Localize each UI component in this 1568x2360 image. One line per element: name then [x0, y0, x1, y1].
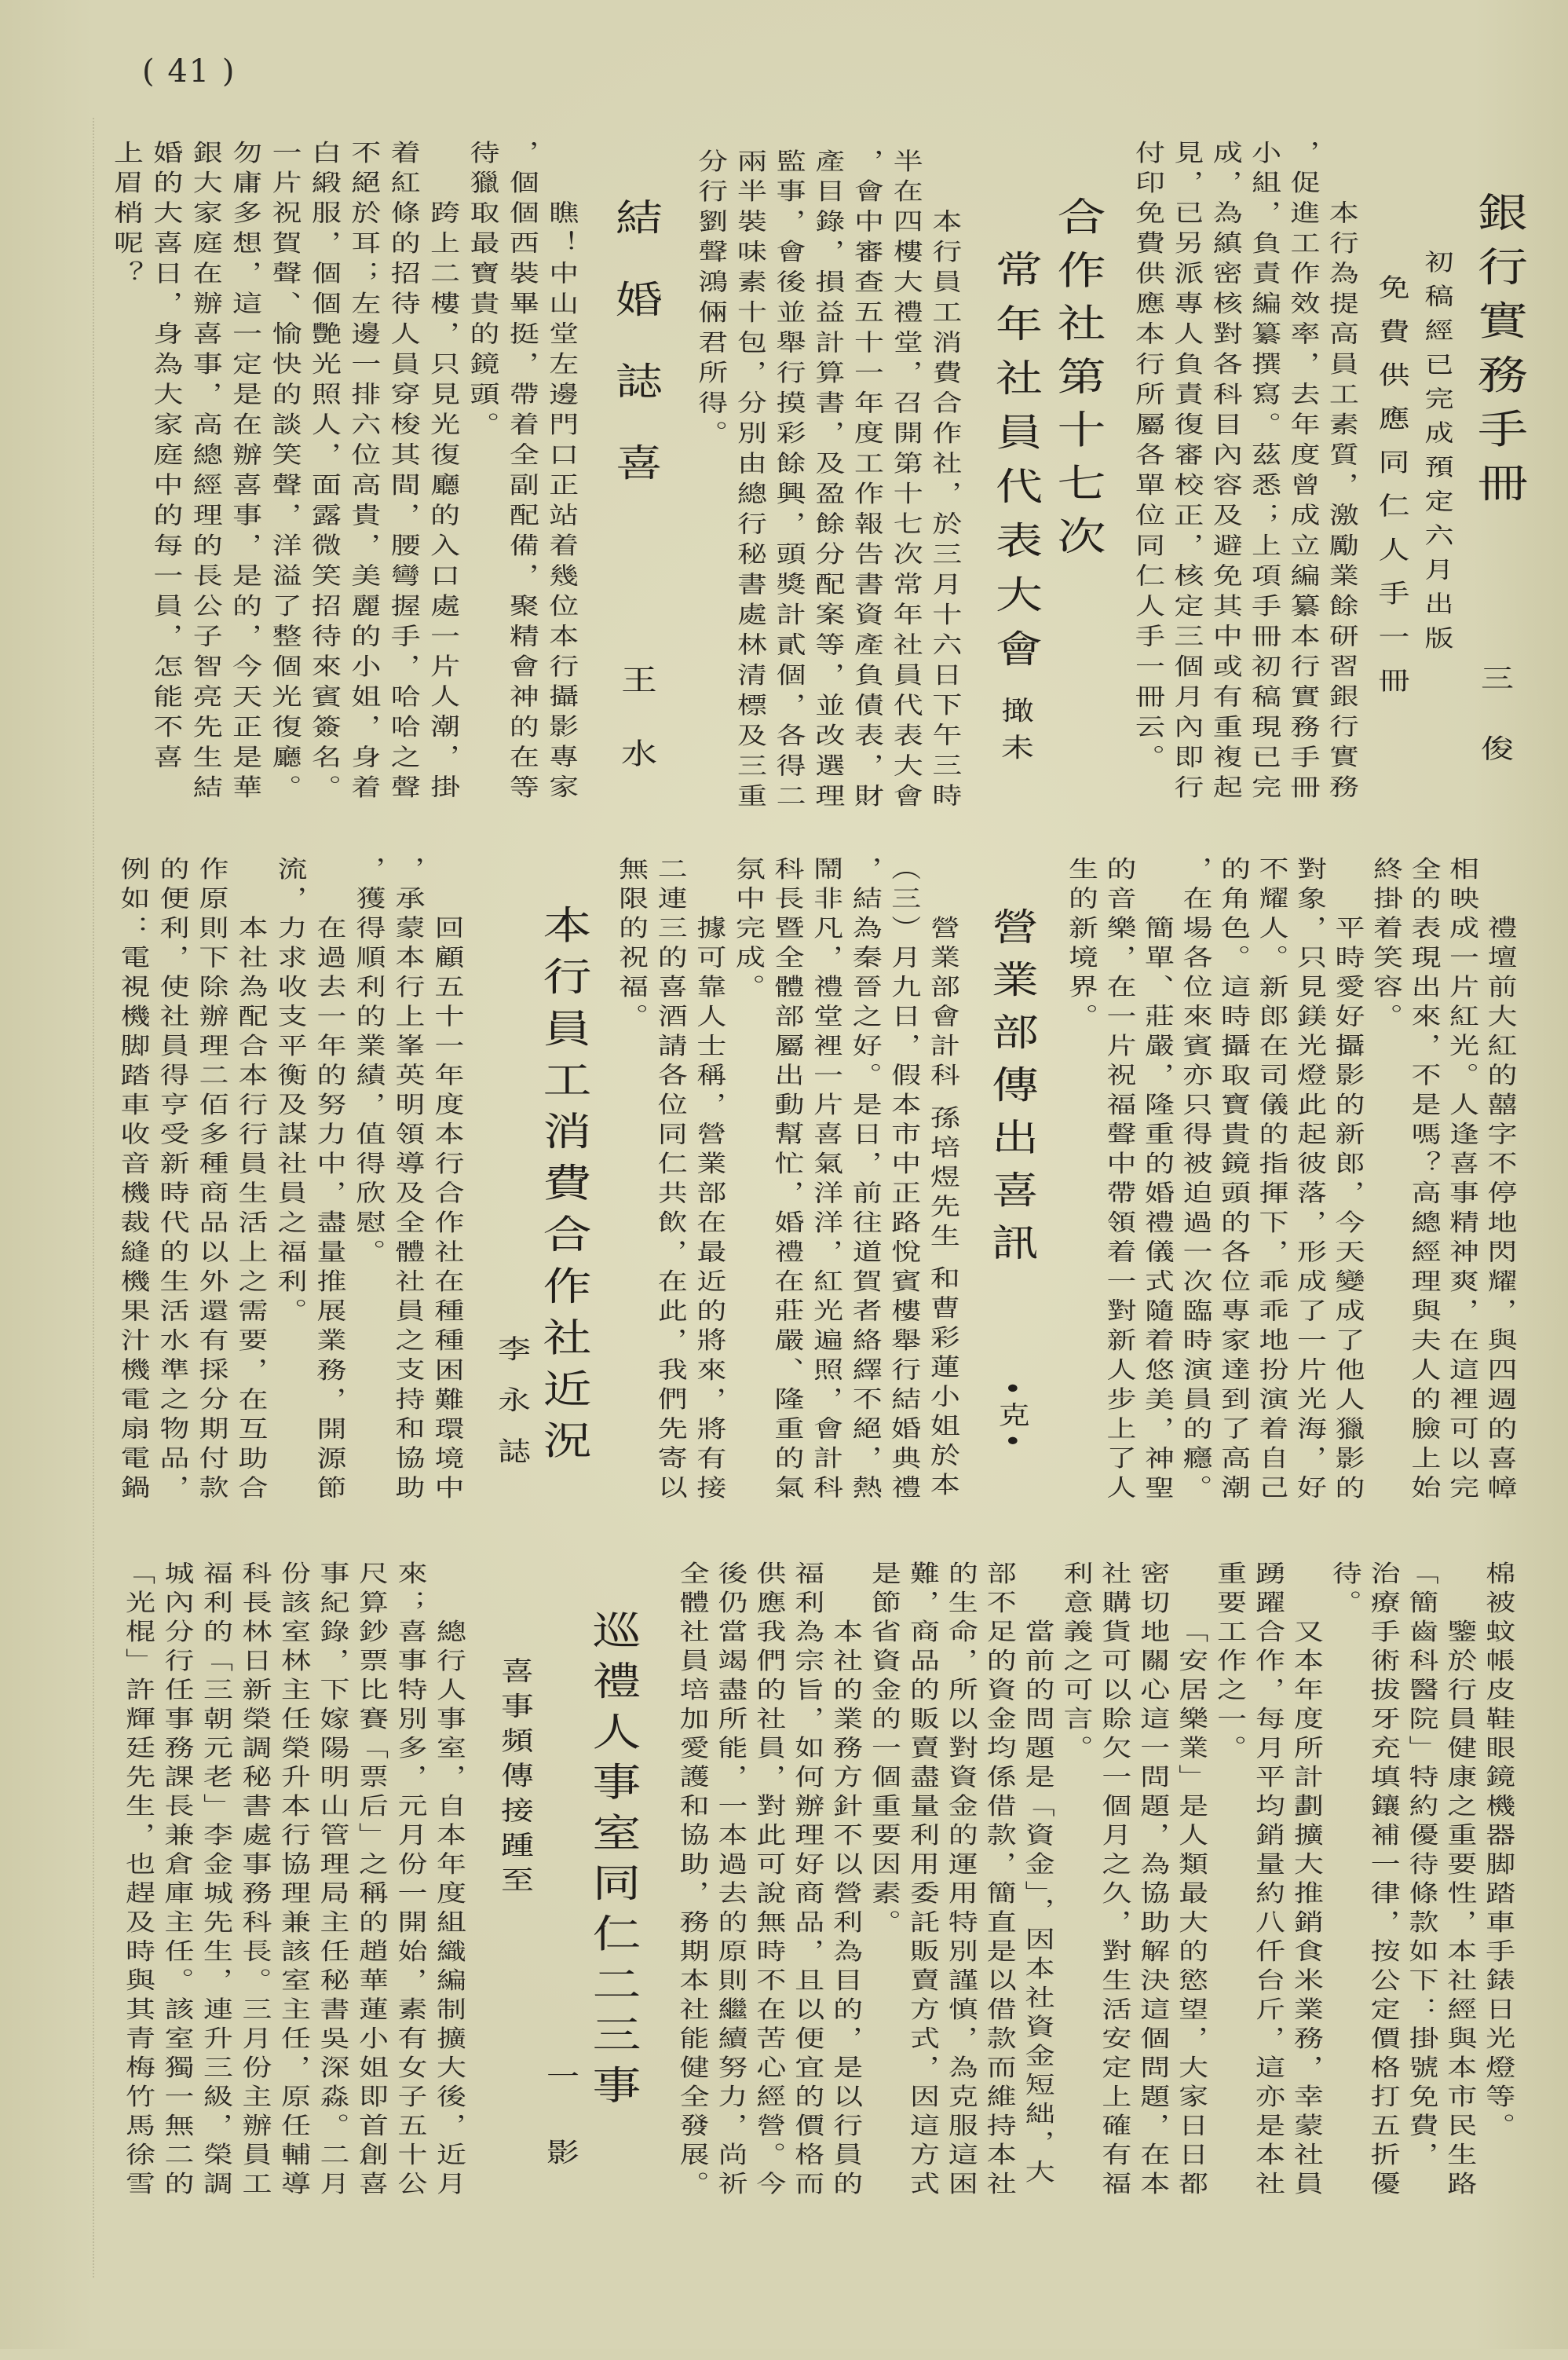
article-body — [672, 1561, 1517, 2360]
text-column: 又本年度所計劃擴大推銷食米業務，幸蒙社員 — [1288, 1619, 1324, 2200]
text-column: 相映成一片紅光。人逢喜事精神爽，在這裡可以完 — [1444, 856, 1479, 1505]
text-column: 鬧非凡，禮堂裡一片喜氣洋洋，紅光遍照，會計科 — [808, 856, 843, 1505]
margin-dotted-rule — [93, 118, 94, 2278]
text-column: 的音樂，在一片祝福聲中帶領着一對新人步上了人 — [1102, 856, 1136, 1505]
text-column: 當前的問題是「資金」，因本社資金短絀，大 — [1020, 1619, 1055, 2188]
text-column: 禮壇前大紅的囍字不停地閃耀，與四週的喜幛 — [1482, 915, 1517, 1505]
text-column: 部不足的資金均係借款，簡直是以借款而維持本社 — [981, 1561, 1017, 2200]
text-column: 二連三的喜酒請各位同仁共飲，在此，我們先寄以 — [652, 856, 688, 1505]
text-column: 本社為配合本行行員生活上之需要，在互助合 — [233, 915, 268, 1505]
text-column: 份該室林主任榮升本行協理兼該室主任，原任輔導 — [276, 1561, 311, 2200]
text-column: ，承蒙本行上峯英明領導及全體社員之支持和協助 — [390, 856, 425, 1505]
article-subtitle: 初稿經已完成預定六月出版 — [1420, 250, 1453, 660]
text-column: 總行人事室，自本年度組織編制擴大後，近月 — [431, 1619, 466, 2200]
text-column: 「簡齒科醫院」特約優待條款如下：掛號免費， — [1404, 1561, 1439, 2171]
article-author: 一影 — [542, 2062, 580, 2215]
text-column: 後仍當竭盡所能，一本過去的原則繼續努力，尚祈 — [712, 1561, 747, 2200]
article-body — [1062, 856, 1519, 1667]
text-column: 氛中完成。 — [730, 856, 766, 1004]
text-column: ，獲得順利的業績，值得欣慰。 — [351, 856, 386, 1269]
text-column: 例如：電視機脚踏車收音機裁縫機果汁機電扇電鍋 — [115, 856, 150, 1505]
text-column: 兩半裝味素十包，分別由總行秘書處林清標及三重 — [732, 148, 767, 814]
text-column: 瞧！中山堂左邊門口正站着幾位本行攝影專家 — [543, 199, 579, 805]
text-column: 平時愛好攝影的新郎，今天變成了他人獵影的 — [1330, 915, 1365, 1505]
article-body — [1128, 140, 1360, 971]
text-column: 本社的業務方針不以營利為目的，是以行員的 — [828, 1619, 863, 2200]
article-title: 營業部傳出喜訊 — [984, 907, 1039, 1275]
text-column: ，促進工作效率，去年度曾成立編纂本行實務手冊 — [1285, 140, 1320, 805]
article-author: 三俊 — [1476, 664, 1515, 806]
text-column: 事紀錄，下嫁陽明山管理局主任秘書吳深淼。二月 — [315, 1561, 349, 2200]
text-column: 科長暨全體部屬出動幫忙，婚禮在莊嚴、隆重的氣 — [769, 856, 805, 1505]
text-column: 產目錄，損益計算書，及盈餘分配案等，並改選理 — [810, 148, 845, 814]
text-column: 在過去一年的努力中，盡量推展業務，開源節 — [312, 915, 346, 1505]
text-column: 營業部會計科 孫培煜先生 和曹彩蓮小姐於本 — [925, 915, 960, 1502]
text-column: 「光棍」許輝廷先生，也趕及時與其青梅竹馬徐雪 — [120, 1561, 155, 2200]
text-column: ，個個西裝畢挺，帶着全副配備，聚精會神的在等 — [504, 140, 539, 805]
article-title: 常年社員代表大會 — [988, 250, 1043, 683]
text-column: 的便利，使社員得亨受新時代的生活水準之物品， — [155, 856, 189, 1505]
text-column: 科長林日新榮調秘書處事務科長。三月份主辦員工 — [237, 1561, 272, 2200]
text-column: 棉被蚊帳皮鞋眼鏡機器脚踏車手錶日光燈等。 — [1480, 1561, 1515, 2142]
article-author: 撖未 — [996, 697, 1035, 770]
text-column: 無限的祝福。 — [613, 856, 649, 1034]
text-column: 回顧五十一年度本行合作社在種種困難環境中 — [429, 915, 464, 1505]
text-column: 供應我們的社員，對此可說無時不在苦心經營。今 — [751, 1561, 786, 2200]
article-body — [611, 856, 961, 1667]
text-column: 尺算鈔票比賽「票后」之稱的趙華蓮小姐即首創喜 — [353, 1561, 389, 2200]
text-column: 福利的「三朝元老」李金城先生，連升三級，榮調 — [198, 1561, 233, 2200]
text-column: 對象，只見鎂光燈此起彼落，形成了一片光海，好 — [1292, 856, 1327, 1505]
text-column: 終掛着笑容。 — [1368, 856, 1403, 1034]
text-column: 福利為宗旨，如何辦理好商品，且以便宜的價格而 — [789, 1561, 824, 2200]
article-title: 巡禮人事室同仁二三事 — [584, 1610, 641, 2116]
text-column: 付印免費供應本行所屬各單位同仁人手一冊云。 — [1130, 140, 1165, 775]
text-column: 半在四樓大禮堂，召開第十七次常年社員代表大會 — [888, 148, 923, 814]
text-column: 社購貨可以賒欠一個月之久，對生活安定上確有福 — [1096, 1561, 1131, 2200]
article-body — [113, 856, 466, 1667]
text-column: 不絕於耳；左邊一排六位高貴，美麗的小姐，身着 — [345, 140, 381, 805]
text-column: （三）月九日，假本市中正路悅賓樓舉行結婚典禮 — [886, 856, 921, 1505]
text-column: 城內分行任事務課長兼倉庫主任。該室獨一無二的 — [159, 1561, 194, 2200]
text-column: ，結為秦晉之好。是日，前往道賀者絡繹不絕，熱 — [847, 856, 883, 1505]
text-column: 銀大家庭在辦喜事，高總經理的長公子智亮先生結 — [188, 140, 223, 805]
text-column: 來；喜事特別多，元月份一開始，素有女子五十公 — [393, 1561, 427, 2200]
article-body — [106, 140, 581, 971]
article-title: 合作社第十七次 — [1049, 196, 1106, 569]
text-column: 不耀人。新郎在司儀的指揮下，乖乖地扮演着自己 — [1254, 856, 1288, 1505]
text-column: 全體社員培加愛護和協助，務期本社能健全發展。 — [674, 1561, 710, 2200]
text-column: 重要工作之一。 — [1212, 1561, 1247, 1764]
text-column: 上眉梢呢？ — [108, 140, 144, 291]
text-column: 「安居樂業」是人類最大的慾望，大家日日都 — [1173, 1619, 1208, 2200]
text-column: 踴躍合作，每月平均銷量約八仟台斤，這亦是本社 — [1250, 1561, 1285, 2200]
text-column: 全的表現出來，不是嗎？高總經理與夫人的臉上始 — [1406, 856, 1441, 1505]
text-column: 本行為提高員工素質，激勵業餘研習銀行實務 — [1324, 199, 1359, 805]
article-subtitle: 免費供應同仁人手一冊 — [1373, 274, 1409, 711]
text-column: 利意義之可言。 — [1058, 1561, 1093, 1764]
article-title: 結婚誌喜 — [608, 198, 663, 525]
text-column: 難，商品的販賣盡量利用委託販賣方式，因這方式 — [905, 1561, 940, 2200]
article-title: 本行員工消費合作社近況 — [535, 905, 592, 1472]
text-column: 的生命，所以對資金的運用特別謹慎，為克服這困 — [943, 1561, 978, 2200]
text-column: 小組，負責編纂撰寫。茲悉；上項手冊初稿現已完 — [1246, 140, 1281, 805]
article-title: 銀行實務手冊 — [1469, 192, 1527, 516]
text-column: 本行員工消費合作社，於三月十六日下午三時 — [927, 208, 962, 814]
text-column: 生的新境界。 — [1063, 856, 1098, 1034]
text-column: 流，力求收支平衡及謀社員之福利。 — [272, 856, 307, 1328]
article-body — [118, 1561, 468, 2360]
text-column: 跨上二樓，只見光復廳的入口處一片人潮，掛 — [425, 199, 460, 805]
text-column: 的角色。這時攝取寶貴鏡頭的各位專家達到了高潮 — [1215, 856, 1251, 1505]
page-number: ( 41 ) — [142, 53, 236, 90]
text-column: 作原則下除辦理二佰多種商品以外還有採分期付款 — [194, 856, 228, 1505]
text-column: 待獵取最寶貴的鏡頭。 — [465, 140, 500, 442]
text-column: 成，為縝密核對各科目內容及避免其中或有重複起 — [1208, 140, 1243, 805]
text-column: 鑒於行員健康之重要性，本社經與本市民生路 — [1442, 1619, 1477, 2200]
article-author: 李永誌 — [493, 1335, 532, 1488]
text-column: 是節省資金的一個重要因素。 — [866, 1561, 901, 1938]
text-column: 據可靠人士稱，營業部在最近的將來，將有接 — [691, 915, 726, 1505]
text-column: 待。 — [1327, 1561, 1362, 1619]
text-column: 簡單、莊嚴，隆重的婚禮儀式隨着悠美，神聖 — [1139, 915, 1175, 1505]
article-body — [690, 148, 963, 979]
text-column: 着紅條的招待人員穿梭其間，腰彎握手，哈哈之聲 — [386, 140, 421, 805]
text-column: 治療手術拔牙充填鑲補一律，按公定價格打五折優 — [1365, 1561, 1401, 2200]
text-column: ，會中審查五十一年度工作報告書資產負債表，財 — [849, 148, 884, 814]
text-column: 分行劉聲鴻倆君所得。 — [693, 148, 728, 451]
text-column: 密切地關心這一問題，為協助解決這個問題，在本 — [1135, 1561, 1170, 2200]
article-subtitle: 喜事頻傳接踵至 — [496, 1657, 535, 1901]
text-column: 婚的大喜日，身為大家庭中的每一員，怎能不喜 — [148, 140, 183, 775]
text-column: 監事，會後並舉行摸彩餘興，頭獎計貳個，各得二 — [771, 148, 806, 814]
text-column: 一片祝賀聲、愉快的談笑聲，洋溢了整個光復廳。 — [267, 140, 302, 805]
article-author: 王水 — [616, 664, 658, 812]
text-column: 勿庸多想，這一定是在辦喜事，是的，今天正是華 — [227, 140, 262, 805]
text-column: 白緞服，個個艷光照人，面露微笑招待來賓簽名。 — [306, 140, 342, 805]
text-column: 見，已另派專人負責復審校正，核定三個月內即行 — [1168, 140, 1204, 805]
article-author: •克• — [993, 1381, 1029, 1454]
text-column: ，在場各位來賓亦只得被迫過一次臨時演員的癮。 — [1178, 856, 1212, 1505]
